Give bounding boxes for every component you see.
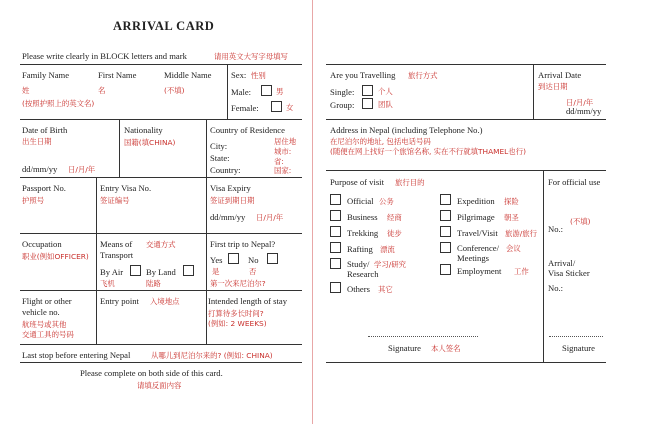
- yes-checkbox[interactable]: [228, 253, 239, 264]
- pilgrimage-checkbox[interactable]: [440, 210, 451, 221]
- official-signature-label: Signature: [562, 343, 595, 353]
- nationality-label: Nationality: [124, 125, 163, 135]
- visa-no-label: Entry Visa No.: [100, 183, 152, 193]
- single-label: Single:: [330, 87, 355, 97]
- country-label: Country:: [210, 165, 241, 175]
- others-cn: 其它: [378, 285, 393, 294]
- employment-checkbox[interactable]: [440, 264, 451, 275]
- arrival-date-label: Arrival Date: [538, 70, 582, 80]
- others-checkbox[interactable]: [330, 282, 341, 293]
- employment-cn: 工作: [514, 267, 529, 276]
- arrival-format: dd/mm/yy: [566, 106, 602, 116]
- group-label: Group:: [330, 100, 355, 110]
- trekking-cn: 徒步: [387, 229, 402, 238]
- travel-visit-cn: 旅游/旅行: [505, 229, 538, 238]
- length-stay-label: Intended length of stay: [208, 296, 287, 306]
- first-name-cn: 名: [98, 86, 106, 95]
- expedition-cn: 探险: [504, 197, 519, 206]
- flight-cn-2: 交通工具的号码: [22, 330, 74, 339]
- dob-format-cn: 日/月/年: [68, 165, 96, 174]
- conference-cn: 会议: [506, 244, 521, 253]
- residence-cn-1: 居住地: [274, 137, 297, 146]
- footer-text-cn: 请填反面内容: [137, 381, 182, 390]
- travelling-label: Are you Travelling: [330, 70, 396, 80]
- trekking-checkbox[interactable]: [330, 226, 341, 237]
- family-name-label: Family Name: [22, 70, 70, 80]
- study-checkbox[interactable]: [330, 258, 341, 269]
- purpose-label: Purpose of visit: [330, 177, 384, 187]
- study-cn: 学习/研究: [374, 260, 407, 269]
- instruction-text-cn: 请用英文大写字母填写: [214, 52, 288, 61]
- single-cn: 个人: [378, 87, 393, 96]
- by-land-cn: 陆路: [146, 279, 161, 288]
- yes-label: Yes: [210, 255, 223, 265]
- official-use-no-cn: (不填): [570, 217, 591, 226]
- official-use-label: For official use: [548, 177, 601, 187]
- female-checkbox[interactable]: [271, 101, 282, 112]
- female-label: Female:: [231, 103, 259, 113]
- city-label: City:: [210, 141, 228, 151]
- travel-visit-checkbox[interactable]: [440, 226, 451, 237]
- conference-label-2: Meetings: [457, 253, 489, 263]
- male-checkbox[interactable]: [261, 85, 272, 96]
- residence-cn-4: 国家:: [274, 166, 292, 175]
- visa-expiry-format-cn: 日/月/年: [256, 213, 284, 222]
- sex-cn: 性别: [251, 71, 266, 80]
- expedition-checkbox[interactable]: [440, 194, 451, 205]
- last-stop-label: Last stop before entering Nepal: [22, 350, 131, 360]
- by-air-label: By Air: [100, 267, 124, 277]
- pilgrimage-label: Pilgrimage: [457, 212, 495, 222]
- no-label: No: [248, 255, 259, 265]
- means-transport-cn: 交通方式: [146, 240, 176, 249]
- dob-format: dd/mm/yy: [22, 164, 58, 174]
- fold-divider: [312, 0, 313, 424]
- official-use-no-2: No.:: [548, 283, 564, 293]
- means-transport-label-2: Transport: [100, 250, 134, 260]
- by-land-checkbox[interactable]: [183, 265, 194, 276]
- middle-name-label: Middle Name: [164, 70, 212, 80]
- travelling-cn: 旅行方式: [408, 71, 438, 80]
- others-label: Others: [347, 284, 370, 294]
- country-residence-label: Country of Residence: [210, 125, 285, 135]
- study-label-1: Study/: [347, 259, 370, 269]
- length-stay-cn-2: (例如: 2 WEEKS): [208, 319, 267, 328]
- footer-text: Please complete on both side of this card.: [80, 368, 223, 378]
- visa-expiry-format: dd/mm/yy: [210, 212, 246, 222]
- entry-point-label: Entry point: [100, 296, 139, 306]
- flight-label-1: Flight or other: [22, 296, 72, 306]
- male-cn: 男: [276, 87, 284, 96]
- means-transport-label-1: Means of: [100, 239, 133, 249]
- group-cn: 团队: [378, 100, 393, 109]
- no-checkbox[interactable]: [267, 253, 278, 264]
- flight-label-2: vehicle no.: [22, 307, 60, 317]
- official-cn: 公务: [379, 197, 394, 206]
- expedition-label: Expedition: [457, 196, 495, 206]
- dob-label: Date of Birth: [22, 125, 68, 135]
- last-stop-cn: 从哪儿到尼泊尔来的? (例如: CHINA): [151, 351, 273, 360]
- length-stay-cn-1: 打算待多长时间?: [208, 309, 264, 318]
- first-trip-cn: 第一次来尼泊尔?: [210, 279, 266, 288]
- yes-cn: 是: [212, 267, 220, 276]
- official-label: Official: [347, 196, 374, 206]
- rafting-checkbox[interactable]: [330, 242, 341, 253]
- business-checkbox[interactable]: [330, 210, 341, 221]
- rafting-cn: 漂流: [380, 245, 395, 254]
- rafting-label: Rafting: [347, 244, 373, 254]
- visa-no-cn: 签证编号: [100, 196, 130, 205]
- arrival-format-cn: 日/月/年: [566, 98, 594, 107]
- conference-label-1: Conference/: [457, 243, 499, 253]
- first-name-label: First Name: [98, 70, 137, 80]
- by-air-cn: 飞机: [100, 279, 115, 288]
- card-title: ARRIVAL CARD: [113, 19, 215, 33]
- residence-cn-3: 省:: [274, 157, 284, 166]
- passport-no-label: Passport No.: [22, 183, 66, 193]
- by-land-label: By Land: [146, 267, 176, 277]
- state-label: State:: [210, 153, 230, 163]
- visa-expiry-label: Visa Expiry: [210, 183, 251, 193]
- occupation-label: Occupation: [22, 239, 62, 249]
- travel-visit-label: Travel/Visit: [457, 228, 498, 238]
- sex-label: Sex:: [231, 70, 247, 80]
- signature-label: Signature: [388, 343, 421, 353]
- arrival-visa-label-1: Arrival/: [548, 258, 576, 268]
- purpose-cn: 旅行目的: [395, 178, 425, 187]
- male-label: Male:: [231, 87, 252, 97]
- arrival-visa-label-2: Visa Sticker: [548, 268, 590, 278]
- official-checkbox[interactable]: [330, 194, 341, 205]
- trekking-label: Trekking: [347, 228, 379, 238]
- group-checkbox[interactable]: [362, 98, 373, 109]
- entry-point-cn: 入境地点: [150, 297, 180, 306]
- female-cn: 女: [286, 103, 294, 112]
- middle-name-cn: (不填): [164, 86, 185, 95]
- passport-no-cn: 护照号: [22, 196, 45, 205]
- flight-cn-1: 航班号或其他: [22, 320, 67, 329]
- family-name-cn: 姓: [22, 86, 30, 95]
- address-cn-1: 在尼泊尔的地址, 包括电话号码: [330, 137, 431, 146]
- instruction-text: Please write clearly in BLOCK letters and mark: [22, 51, 187, 61]
- official-use-no-1: No.:: [548, 224, 564, 234]
- address-cn-2: (随便在网上找好一个旅馆名称, 实在不行就填THAMEL也行): [330, 147, 526, 156]
- pilgrimage-cn: 朝圣: [504, 213, 519, 222]
- visa-expiry-cn: 签证到期日期: [210, 196, 255, 205]
- business-label: Business: [347, 212, 378, 222]
- no-cn: 否: [249, 267, 257, 276]
- nationality-cn: 国籍(填CHINA): [124, 138, 176, 147]
- arrival-date-cn: 到达日期: [538, 82, 568, 91]
- address-label: Address in Nepal (including Telephone No.): [330, 125, 483, 135]
- signature-cn: 本人签名: [431, 344, 461, 353]
- first-trip-label: First trip to Nepal?: [210, 239, 276, 249]
- conference-checkbox[interactable]: [440, 242, 451, 253]
- by-air-checkbox[interactable]: [130, 265, 141, 276]
- occupation-cn: 职业(例如OFFICER): [22, 252, 89, 261]
- single-checkbox[interactable]: [362, 85, 373, 96]
- residence-cn-2: 城市:: [274, 147, 292, 156]
- passport-name-hint: (按照护照上的英文名): [22, 99, 95, 108]
- dob-cn: 出生日期: [22, 137, 52, 146]
- employment-label: Employment: [457, 266, 502, 276]
- business-cn: 经商: [387, 213, 402, 222]
- study-label-2: Research: [347, 269, 379, 279]
